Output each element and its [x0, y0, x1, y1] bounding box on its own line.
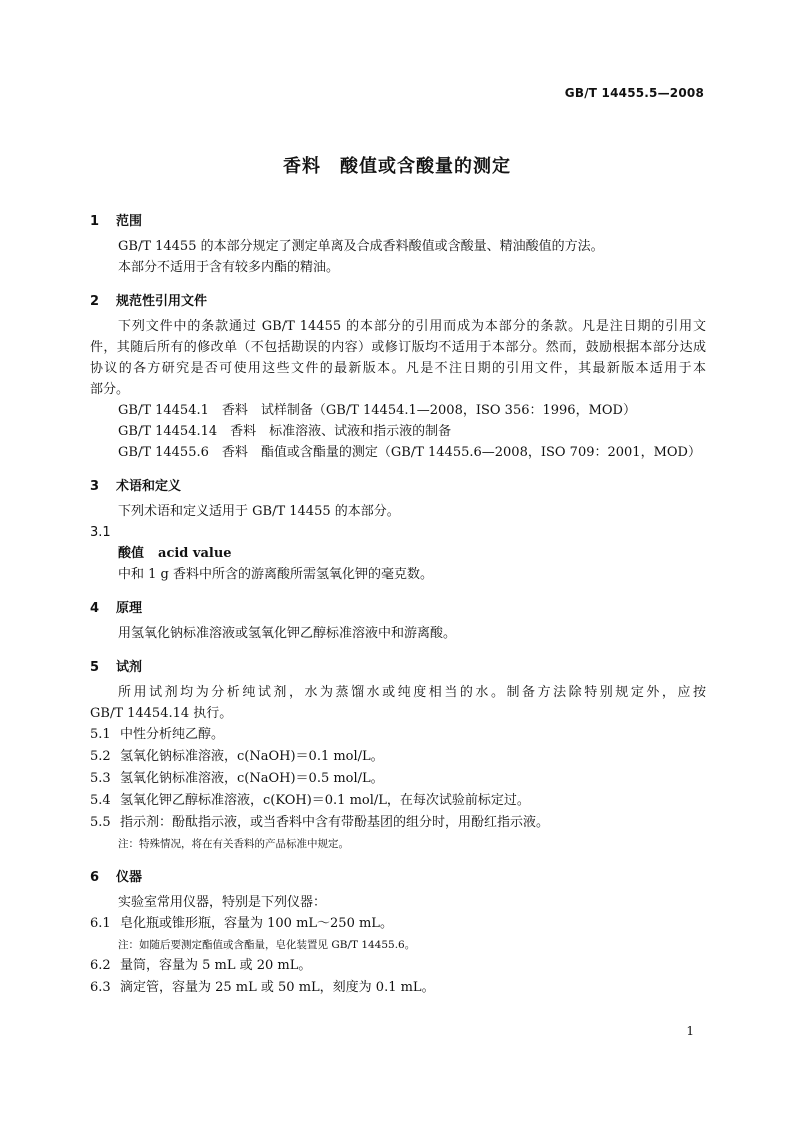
normative-paragraph-line: 下列文件中的条款通过 GB/T 14455 的本部分的引用而成为本部分的条款。凡是注日期的引用文 — [118, 319, 706, 334]
item-text: 氢氧化钾乙醇标准溶液，c(KOH)＝0.1 mol/L，在每次试验前标定过。 — [120, 793, 530, 808]
item-number: 6.2 — [90, 958, 111, 973]
note: 注：特殊情况，将在有关香料的产品标准中规定。 — [118, 838, 349, 850]
section-title: 试剂 — [116, 660, 143, 675]
list-item — [90, 913, 706, 935]
note: 注：如随后要测定酯值或含酯量，皂化装置见 GB/T 14455.6。 — [118, 939, 416, 951]
page-number: 1 — [686, 1024, 694, 1038]
normative-paragraph-line: 部分。 — [90, 382, 130, 397]
item-number: 5.4 — [90, 793, 111, 808]
list-item — [90, 790, 706, 812]
scope-exclusion: 本部分不适用于含有较多内酯的精油。 — [118, 260, 340, 275]
list-item — [90, 812, 706, 834]
section-number: 1 — [90, 214, 100, 229]
section-number: 3 — [90, 479, 100, 494]
section-5-heading — [90, 658, 706, 678]
section-title: 术语和定义 — [116, 479, 182, 494]
section-1-heading — [90, 212, 706, 232]
document-body — [90, 212, 706, 999]
section-number: 6 — [90, 870, 100, 885]
reference-item: GB/T 14454.14 香料 标准溶液、试液和指示液的制备 — [118, 424, 452, 439]
principle-paragraph: 用氢氧化钠标准溶液或氢氧化钾乙醇标准溶液中和游离酸。 — [118, 626, 457, 641]
section-4-heading — [90, 599, 706, 619]
item-number: 5.5 — [90, 815, 111, 830]
item-number: 5.1 — [90, 727, 111, 742]
reference-item: GB/T 14455.6 香料 酯值或含酯量的测定（GB/T 14455.6—2008，ISO 709：2001，MOD） — [118, 445, 701, 460]
list-item — [90, 977, 706, 999]
item-text: 滴定管，容量为 25 mL 或 50 mL，刻度为 0.1 mL。 — [120, 980, 435, 995]
section-title: 规范性引用文件 — [116, 294, 208, 309]
term-chinese: 酸值 — [118, 546, 145, 561]
section-2-heading — [90, 292, 706, 312]
item-number: 5.2 — [90, 749, 111, 764]
normative-paragraph-line: 件，其随后所有的修改单（不包括勘误的内容）或修订版均不适用于本部分。然而，鼓励根据本部分达成 — [90, 340, 706, 355]
list-item — [90, 724, 706, 746]
list-item — [90, 955, 706, 977]
item-number: 6.1 — [90, 916, 111, 931]
reference-item: GB/T 14454.1 香料 试样制备（GB/T 14454.1—2008，ISO 356：1996，MOD） — [118, 403, 636, 418]
term-english: acid value — [158, 546, 232, 561]
section-6-heading — [90, 868, 706, 888]
reagents-paragraph-line: GB/T 14454.14 执行。 — [90, 706, 233, 721]
section-number: 4 — [90, 601, 100, 616]
item-text: 量筒，容量为 5 mL 或 20 mL。 — [120, 958, 312, 973]
section-number: 5 — [90, 660, 100, 675]
reagents-paragraph-line: 所用试剂均为分析纯试剂，水为蒸馏水或纯度相当的水。制备方法除特别规定外，应按 — [118, 685, 706, 700]
term-entry — [90, 543, 706, 564]
apparatus-paragraph: 实验室常用仪器，特别是下列仪器： — [118, 895, 327, 910]
subclause-number: 3.1 — [90, 525, 111, 540]
scope-paragraph: GB/T 14455 的本部分规定了测定单离及合成香料酸值或含酸量、精油酸值的方法。 — [118, 239, 604, 254]
section-3-heading — [90, 477, 706, 497]
normative-paragraph-line: 协议的各方研究是否可使用这些文件的最新版本。凡是不注日期的引用文件，其最新版本适用于本 — [90, 361, 706, 376]
item-number: 5.3 — [90, 771, 111, 786]
term-definition: 中和 1 g 香料中所含的游离酸所需氢氧化钾的毫克数。 — [118, 567, 433, 582]
item-number: 6.3 — [90, 980, 111, 995]
section-number: 2 — [90, 294, 100, 309]
document-title: 香料 酸值或含酸量的测定 — [283, 156, 511, 177]
list-item — [90, 746, 706, 768]
section-title: 原理 — [116, 601, 143, 616]
item-text: 指示剂：酚酞指示液，或当香料中含有带酚基团的组分时，用酚红指示液。 — [120, 815, 550, 830]
item-text: 皂化瓶或锥形瓶，容量为 100 mL～250 mL。 — [120, 916, 393, 931]
section-title: 仪器 — [116, 870, 143, 885]
item-text: 氢氧化钠标准溶液，c(NaOH)＝0.1 mol/L。 — [120, 749, 384, 764]
standard-code: GB/T 14455.5—2008 — [564, 86, 704, 100]
list-item — [90, 768, 706, 790]
section-title: 范围 — [116, 214, 143, 229]
terms-paragraph: 下列术语和定义适用于 GB/T 14455 的本部分。 — [118, 504, 400, 519]
item-text: 中性分析纯乙醇。 — [120, 727, 225, 742]
item-text: 氢氧化钠标准溶液，c(NaOH)＝0.5 mol/L。 — [120, 771, 384, 786]
